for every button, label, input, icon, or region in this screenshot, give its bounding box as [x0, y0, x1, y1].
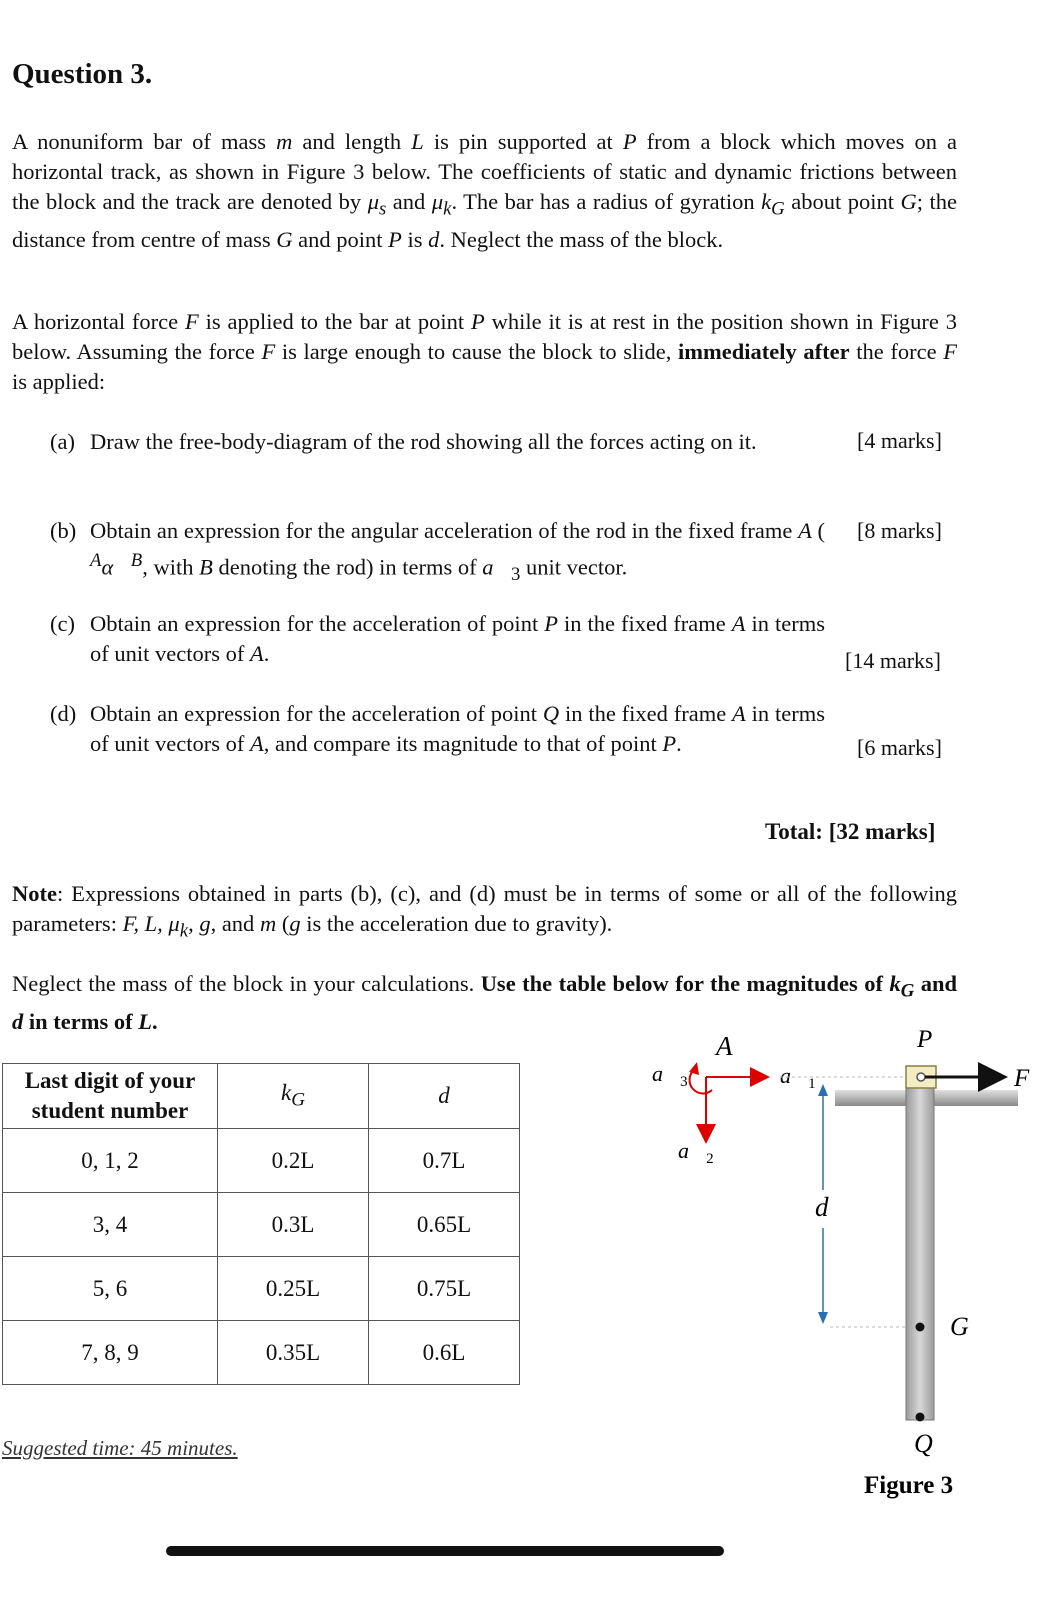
total-marks: Total: [32 marks]: [765, 819, 936, 844]
nonuniform-bar: [906, 1080, 934, 1420]
table-header-row: [3, 1064, 520, 1129]
table-cell: 0.35L: [218, 1321, 369, 1385]
force-f-label: F: [1014, 1065, 1030, 1092]
parameter-table: [2, 1063, 520, 1385]
part-a: (a) Draw the free-body-diagram of the rod showing all the forces acting on it.: [50, 429, 757, 454]
dimension-d-label: d: [815, 1192, 829, 1222]
table-cell: 0.6L: [369, 1321, 520, 1385]
pin-p: [917, 1073, 925, 1081]
neglect-paragraph: Neglect the mass of the block in your calculations. Use the table below for the magnitudes of $k_G$ and d in terms of L.: [12, 971, 958, 1034]
table-row: [3, 1257, 520, 1321]
table-cell: 3, 4: [3, 1193, 218, 1257]
question-title: Question 3.: [12, 58, 153, 90]
table-header-d: d: [369, 1064, 520, 1129]
table-cell: 0.2L: [218, 1129, 369, 1193]
part-c: (c) Obtain an expression for the acceleration of point P in the fixed frame A in terms of unit vectors of A.: [50, 611, 826, 666]
suggested-time: Suggested time: 45 minutes.: [2, 1436, 238, 1460]
figure-caption: Figure 3: [864, 1472, 954, 1499]
table-header-digit: Last digit of your student number: [3, 1064, 218, 1129]
table-cell: 7, 8, 9: [3, 1321, 218, 1385]
table-cell: 0.65L: [369, 1193, 520, 1257]
part-c-marks: [14 marks]: [845, 648, 941, 673]
a1-label: $a⃗_1$: [780, 1063, 816, 1092]
home-indicator[interactable]: [166, 1546, 724, 1556]
point-q: [916, 1413, 925, 1422]
table-row: [3, 1321, 520, 1385]
figure-3: [640, 1025, 1050, 1505]
table-header-kg: $k_G$: [218, 1064, 369, 1129]
a2-label: $a⃗_2$: [678, 1138, 714, 1167]
point-g-label: G: [950, 1312, 969, 1341]
table-cell: 5, 6: [3, 1257, 218, 1321]
note-paragraph: Note: Expressions obtained in parts (b), (c), and (d) must be in terms of some or all of the following parameters: F, L, $\mu_k$, g, and m (g is the acceleration due to gravity).: [12, 881, 957, 942]
point-q-label: Q: [914, 1429, 933, 1458]
frame-a-label: A: [716, 1031, 733, 1061]
table-cell: 0.7L: [369, 1129, 520, 1193]
table-cell: 0.3L: [218, 1193, 369, 1257]
a3-rotation-arrow: [690, 1070, 712, 1093]
table-cell: 0.75L: [369, 1257, 520, 1321]
table-cell: 0.25L: [218, 1257, 369, 1321]
intro-paragraph: A nonuniform bar of mass m and length L is pin supported at P from a block which moves on a horizontal track, as shown in Figure 3 below. The coefficients of static and dynamic frictions between the block and the track are denoted by $\mu_s$ and $\mu_k$. The bar has a radius of gyration $k_G$ about point G; the distance from centre of mass G and point P is d. Neglect the mass of the block.: [12, 129, 957, 252]
reference-frame-a: [689, 1062, 766, 1140]
force-paragraph: A horizontal force F is applied to the bar at point P while it is at rest in the position shown in Figure 3 below. Assuming the force F is large enough to cause the block to slide, immediately after the force F is applied:: [12, 309, 957, 394]
part-d-marks: [6 marks]: [857, 735, 942, 760]
a3-label: $a⃗_3$: [652, 1061, 688, 1090]
part-d: (d) Obtain an expression for the acceleration of point Q in the fixed frame A in terms of unit vectors of A, and compare its magnitude to that of point P.: [50, 701, 825, 756]
table-row: [3, 1193, 520, 1257]
table-row: [3, 1129, 520, 1193]
part-a-marks: [4 marks]: [857, 428, 942, 453]
part-b: (b) Obtain an expression for the angular acceleration of the rod in the fixed frame A ( $^A$α⃗$^B$, with B denoting the rod) in terms of $a⃗_3$ unit vector.: [50, 518, 825, 585]
centre-of-mass-g: [916, 1323, 925, 1332]
point-p-label: P: [917, 1026, 933, 1053]
part-b-marks: [8 marks]: [857, 518, 942, 543]
table-cell: 0, 1, 2: [3, 1129, 218, 1193]
